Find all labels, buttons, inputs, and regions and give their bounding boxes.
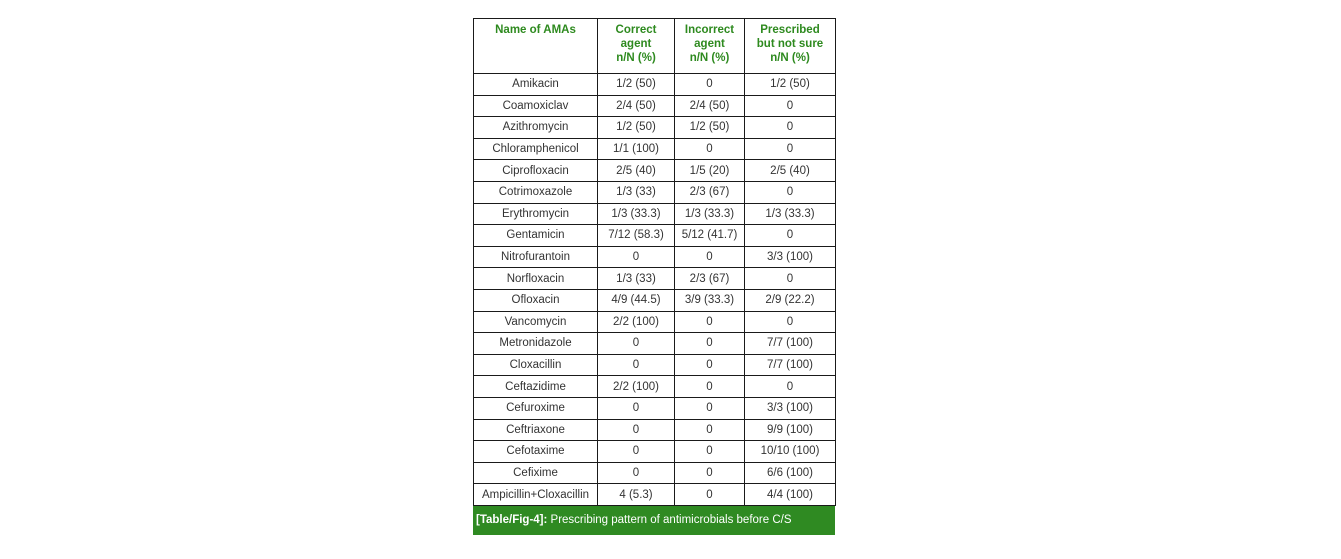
drug-name-cell: Gentamicin xyxy=(474,225,598,247)
value-cell: 0 xyxy=(675,419,745,441)
drug-name-cell: Cloxacillin xyxy=(474,354,598,376)
value-cell: 2/2 (100) xyxy=(598,311,675,333)
value-cell: 0 xyxy=(598,333,675,355)
table-row xyxy=(474,203,836,225)
value-cell: 0 xyxy=(598,462,675,484)
value-cell: 2/2 (100) xyxy=(598,376,675,398)
table-row xyxy=(474,246,836,268)
value-cell: 1/2 (50) xyxy=(598,74,675,96)
value-cell: 0 xyxy=(675,354,745,376)
value-cell: 0 xyxy=(745,225,836,247)
table-row xyxy=(474,160,836,182)
drug-name-cell: Erythromycin xyxy=(474,203,598,225)
table-row xyxy=(474,74,836,96)
drug-name-cell: Coamoxiclav xyxy=(474,95,598,117)
drug-name-cell: Amikacin xyxy=(474,74,598,96)
column-header xyxy=(745,19,836,74)
value-cell: 1/3 (33.3) xyxy=(745,203,836,225)
value-cell: 0 xyxy=(675,484,745,506)
value-cell: 2/9 (22.2) xyxy=(745,289,836,311)
value-cell: 1/3 (33.3) xyxy=(598,203,675,225)
column-header xyxy=(474,19,598,74)
value-cell: 0 xyxy=(675,376,745,398)
value-cell: 7/7 (100) xyxy=(745,354,836,376)
drug-name-cell: Cefotaxime xyxy=(474,441,598,463)
table-row xyxy=(474,376,836,398)
drug-name-cell: Cotrimoxazole xyxy=(474,181,598,203)
value-cell: 4 (5.3) xyxy=(598,484,675,506)
table-caption xyxy=(473,506,835,535)
value-cell: 1/3 (33) xyxy=(598,268,675,290)
value-cell: 5/12 (41.7) xyxy=(675,225,745,247)
value-cell: 0 xyxy=(675,333,745,355)
value-cell: 0 xyxy=(675,441,745,463)
value-cell: 2/5 (40) xyxy=(598,160,675,182)
value-cell: 0 xyxy=(675,311,745,333)
value-cell: 0 xyxy=(745,311,836,333)
caption-label: [Table/Fig-4]: xyxy=(476,513,548,526)
drug-name-cell: Norfloxacin xyxy=(474,268,598,290)
value-cell: 1/2 (50) xyxy=(745,74,836,96)
table-row xyxy=(474,138,836,160)
value-cell: 2/4 (50) xyxy=(675,95,745,117)
column-header xyxy=(675,19,745,74)
drug-name-cell: Cefuroxime xyxy=(474,397,598,419)
drug-name-cell: Azithromycin xyxy=(474,117,598,139)
value-cell: 0 xyxy=(745,117,836,139)
value-cell: 2/3 (67) xyxy=(675,181,745,203)
value-cell: 1/3 (33.3) xyxy=(675,203,745,225)
value-cell: 0 xyxy=(675,246,745,268)
drug-name-cell: Ampicillin+Cloxacillin xyxy=(474,484,598,506)
caption-text: Prescribing pattern of antimicrobials before C/S xyxy=(547,513,792,526)
drug-name-cell: Ceftazidime xyxy=(474,376,598,398)
value-cell: 0 xyxy=(745,95,836,117)
value-cell: 0 xyxy=(745,376,836,398)
column-header-line: agent xyxy=(694,38,725,50)
table-row xyxy=(474,311,836,333)
antimicrobial-table xyxy=(473,18,836,506)
drug-name-cell: Cefixime xyxy=(474,462,598,484)
value-cell: 1/2 (50) xyxy=(598,117,675,139)
table-figure xyxy=(473,18,835,535)
value-cell: 2/5 (40) xyxy=(745,160,836,182)
table-row xyxy=(474,441,836,463)
drug-name-cell: Ofloxacin xyxy=(474,289,598,311)
value-cell: 0 xyxy=(598,246,675,268)
value-cell: 1/3 (33) xyxy=(598,181,675,203)
value-cell: 0 xyxy=(745,268,836,290)
value-cell: 2/4 (50) xyxy=(598,95,675,117)
column-header-line: n/N (%) xyxy=(689,52,730,64)
drug-name-cell: Ciprofloxacin xyxy=(474,160,598,182)
value-cell: 9/9 (100) xyxy=(745,419,836,441)
table-row xyxy=(474,484,836,506)
value-cell: 10/10 (100) xyxy=(745,441,836,463)
column-header-line: Incorrect xyxy=(684,24,735,36)
value-cell: 0 xyxy=(745,181,836,203)
value-cell: 1/1 (100) xyxy=(598,138,675,160)
table-row xyxy=(474,397,836,419)
table-row xyxy=(474,333,836,355)
value-cell: 4/4 (100) xyxy=(745,484,836,506)
value-cell: 0 xyxy=(598,419,675,441)
table-row xyxy=(474,268,836,290)
header-row xyxy=(474,19,836,74)
column-header-line: n/N (%) xyxy=(770,52,810,64)
value-cell: 3/3 (100) xyxy=(745,397,836,419)
column-header-line: agent xyxy=(620,38,652,50)
table-row xyxy=(474,419,836,441)
value-cell: 0 xyxy=(745,138,836,160)
table-row xyxy=(474,225,836,247)
value-cell: 0 xyxy=(675,138,745,160)
table-row xyxy=(474,354,836,376)
drug-name-cell: Ceftriaxone xyxy=(474,419,598,441)
value-cell: 2/3 (67) xyxy=(675,268,745,290)
column-header-line: n/N (%) xyxy=(616,52,656,64)
column-header xyxy=(598,19,675,74)
table-row xyxy=(474,462,836,484)
value-cell: 0 xyxy=(675,74,745,96)
value-cell: 7/7 (100) xyxy=(745,333,836,355)
value-cell: 0 xyxy=(675,462,745,484)
value-cell: 1/5 (20) xyxy=(675,160,745,182)
value-cell: 3/9 (33.3) xyxy=(675,289,745,311)
value-cell: 6/6 (100) xyxy=(745,462,836,484)
value-cell: 0 xyxy=(675,397,745,419)
column-header-line: Prescribed xyxy=(760,24,820,36)
value-cell: 4/9 (44.5) xyxy=(598,289,675,311)
value-cell: 0 xyxy=(598,397,675,419)
value-cell: 7/12 (58.3) xyxy=(598,225,675,247)
value-cell: 1/2 (50) xyxy=(675,117,745,139)
drug-name-cell: Chloramphenicol xyxy=(474,138,598,160)
value-cell: 0 xyxy=(598,441,675,463)
table-row xyxy=(474,289,836,311)
table-row xyxy=(474,95,836,117)
value-cell: 3/3 (100) xyxy=(745,246,836,268)
column-header-line: Correct xyxy=(615,24,657,36)
drug-name-cell: Nitrofurantoin xyxy=(474,246,598,268)
column-header-line: Name of AMAs xyxy=(495,24,576,36)
table-row xyxy=(474,181,836,203)
column-header-line: but not sure xyxy=(756,38,824,50)
table-body xyxy=(474,74,836,506)
value-cell: 0 xyxy=(598,354,675,376)
table-row xyxy=(474,117,836,139)
drug-name-cell: Metronidazole xyxy=(474,333,598,355)
drug-name-cell: Vancomycin xyxy=(474,311,598,333)
